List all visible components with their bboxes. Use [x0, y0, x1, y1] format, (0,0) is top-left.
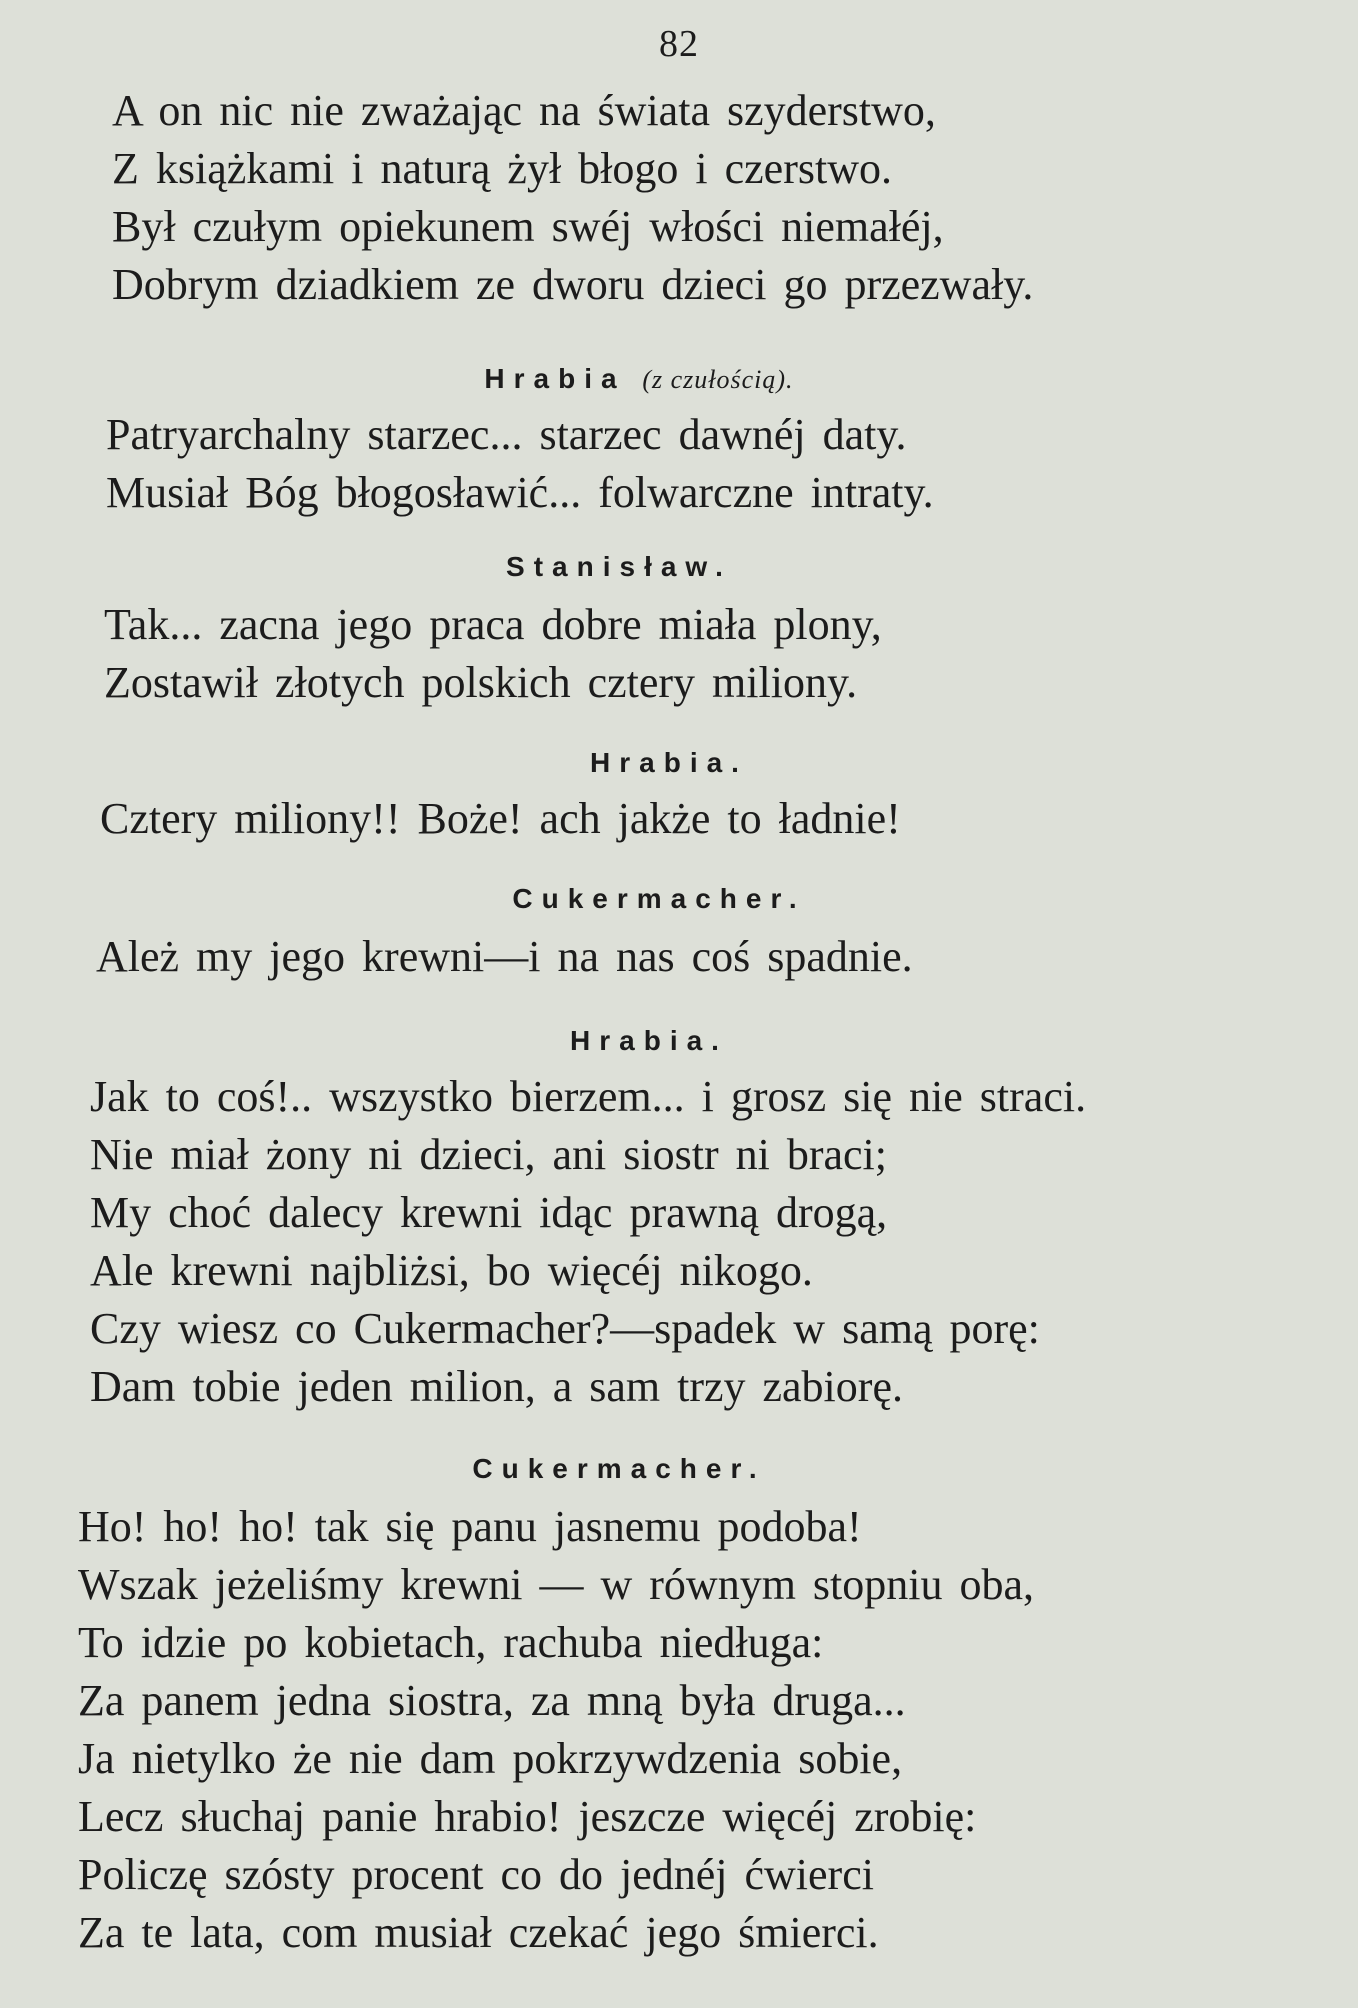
verse-block — [90, 1068, 1086, 1416]
speaker-name: Cukermacher. — [512, 883, 806, 914]
verse-line: Dam tobie jeden milion, a sam trzy zabiorę. — [90, 1362, 903, 1411]
page-number: 82 — [659, 23, 699, 65]
verse-line: To idzie po kobietach, rachuba niedługa: — [78, 1618, 824, 1667]
verse-line: Z książkami i naturą żył błogo i czerstwo. — [112, 144, 892, 193]
verse-block — [100, 790, 901, 848]
verse-line: Musiał Bóg błogosławić... folwarczne intraty. — [106, 468, 934, 517]
verse-line: My choć dalecy krewni idąc prawną drogą, — [90, 1188, 888, 1237]
speaker-heading — [0, 882, 1338, 916]
verse-block — [96, 928, 913, 986]
verse-block — [112, 82, 1033, 314]
verse-line: Był czułym opiekunem swéj włości niemałéj, — [112, 202, 944, 251]
speaker-heading — [0, 550, 1298, 584]
speaker-name: Hrabia — [484, 363, 626, 394]
speaker-heading — [0, 362, 1318, 397]
verse-line: Cztery miliony!! Boże! ach jakże to ładnie! — [100, 794, 901, 843]
speaker-name: Hrabia. — [590, 747, 748, 778]
verse-line: Policzę szósty procent co do jednéj ćwierci — [78, 1850, 874, 1899]
speaker-name: Hrabia. — [570, 1025, 728, 1056]
verse-line: Za panem jedna siostra, za mną była druga... — [78, 1676, 906, 1725]
verse-block — [78, 1498, 1034, 1962]
speaker-heading — [0, 746, 1348, 780]
verse-line: Nie miał żony ni dzieci, ani siostr ni braci; — [90, 1130, 888, 1179]
verse-line: Patryarchalny starzec... starzec dawnéj daty. — [106, 410, 907, 459]
verse-line: Ja nietylko że nie dam pokrzywdzenia sobie, — [78, 1734, 903, 1783]
verse-line: Za te lata, com musiał czekać jego śmierci. — [78, 1908, 879, 1957]
verse-line: Ho! ho! ho! tak się panu jasnemu podoba! — [78, 1502, 862, 1551]
speaker-heading — [0, 1452, 1298, 1486]
verse-block — [106, 406, 934, 522]
verse-line: Tak... zacna jego praca dobre miała plony, — [104, 600, 882, 649]
verse-line: A on nic nie zważając na świata szyderstwo, — [112, 86, 936, 135]
verse-line: Lecz słuchaj panie hrabio! jeszcze więcéj zrobię: — [78, 1792, 977, 1841]
verse-line: Zostawił złotych polskich cztery miliony. — [104, 658, 858, 707]
speaker-heading — [0, 1024, 1328, 1058]
verse-line: Ale krewni najbliżsi, bo więcéj nikogo. — [90, 1246, 813, 1295]
stage-direction: (z czułością). — [642, 365, 794, 394]
verse-line: Dobrym dziadkiem ze dworu dzieci go przezwały. — [112, 260, 1034, 309]
verse-block — [104, 596, 882, 712]
speaker-name: Stanisław. — [506, 551, 732, 582]
verse-line: Ależ my jego krewni—i na nas coś spadnie. — [96, 932, 913, 981]
verse-line: Jak to coś!.. wszystko bierzem... i grosz się nie straci. — [90, 1072, 1087, 1121]
verse-line: Czy wiesz co Cukermacher?—spadek w samą porę: — [90, 1304, 1040, 1353]
speaker-name: Cukermacher. — [472, 1453, 766, 1484]
verse-line: Wszak jeżeliśmy krewni — w równym stopniu oba, — [78, 1560, 1035, 1609]
